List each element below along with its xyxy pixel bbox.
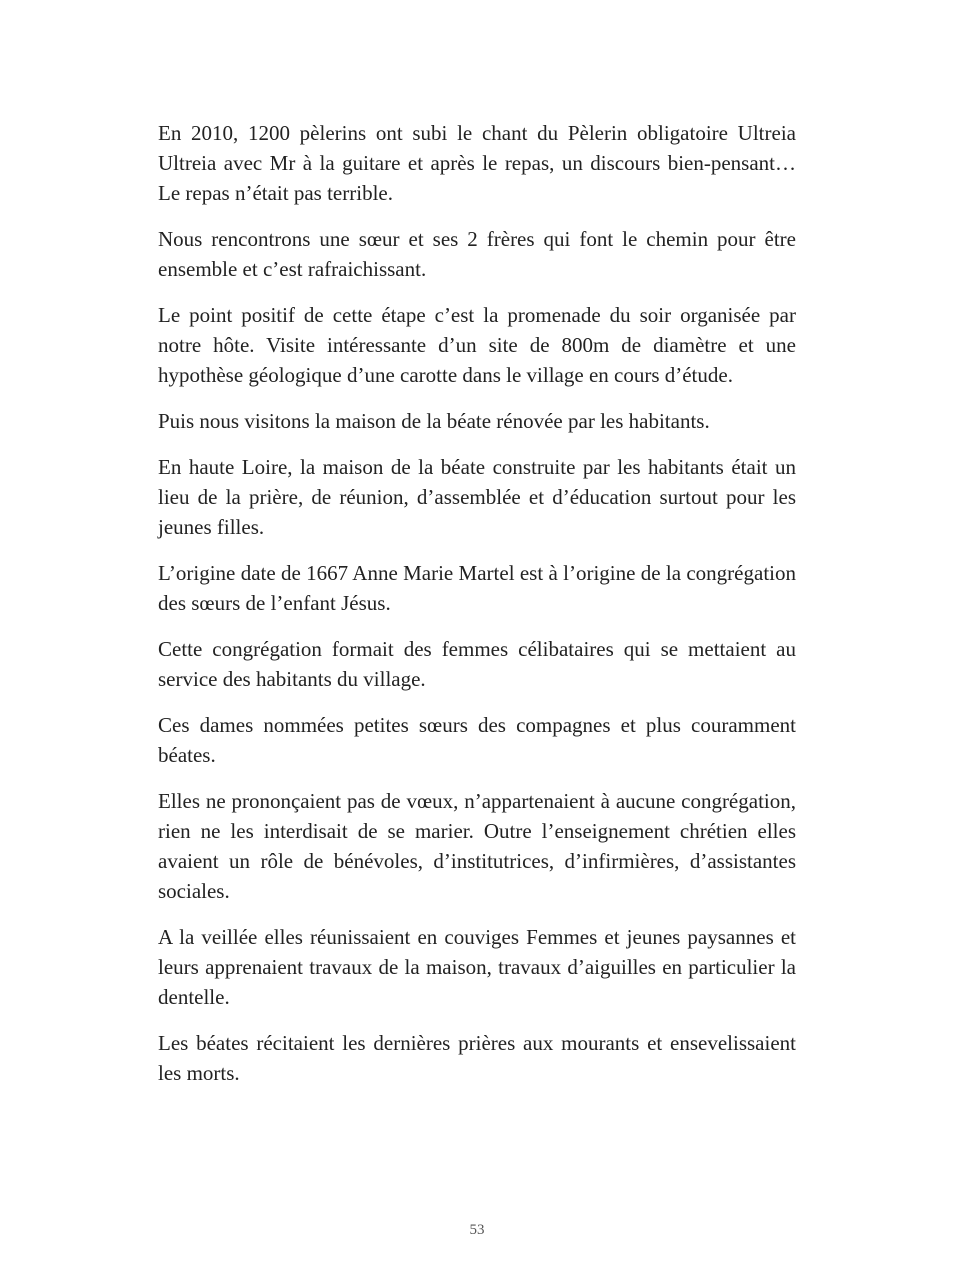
paragraph-5: En haute Loire, la maison de la béate construite par les habitants était un lieu de la prière, de réunion, d’assemblée et d’éducation surtout pour les jeunes filles. [158,455,796,539]
page-number: 53 [469,1222,485,1238]
paragraph-7: Cette congrégation formait des femmes célibataires qui se mettaient au service des habitants du village. [158,637,796,691]
paragraph-10: A la veillée elles réunissaient en couviges Femmes et jeunes paysannes et leurs apprenaient travaux de la maison, travaux d’aiguilles en particulier la dentelle. [158,925,796,1009]
paragraph-3: Le point positif de cette étape c’est la promenade du soir organisée par notre hôte. Visite intéressante d’un site de 800m de diamètre et une hypothèse géologique d’une carotte dans le village en cours d’étude. [158,303,796,387]
paragraph-8: Ces dames nommées petites sœurs des compagnes et plus couramment béates. [158,713,796,767]
paragraph-2: Nous rencontrons une sœur et ses 2 frères qui font le chemin pour être ensemble et c’est rafraichissant. [158,227,796,281]
paragraph-4: Puis nous visitons la maison de la béate rénovée par les habitants. [158,409,710,433]
paragraph-6: L’origine date de 1667 Anne Marie Martel est à l’origine de la congrégation des sœurs de l’enfant Jésus. [158,561,796,615]
paragraph-1: En 2010, 1200 pèlerins ont subi le chant du Pèlerin obligatoire Ultreia Ultreia avec Mr à la guitare et après le repas, un discours bien-pensant… Le repas n’était pas terrible. [158,121,796,205]
paragraph-9: Elles ne prononçaient pas de vœux, n’appartenaient à aucune congrégation, rien ne les interdisait de se marier. Outre l’enseignement chrétien elles avaient un rôle de bénévoles, d’institutrices, d’infirmières, d’assistantes sociales. [158,789,796,903]
body-text [158,118,796,1104]
paragraph-11: Les béates récitaient les dernières prières aux mourants et ensevelissaient les morts. [158,1031,796,1085]
